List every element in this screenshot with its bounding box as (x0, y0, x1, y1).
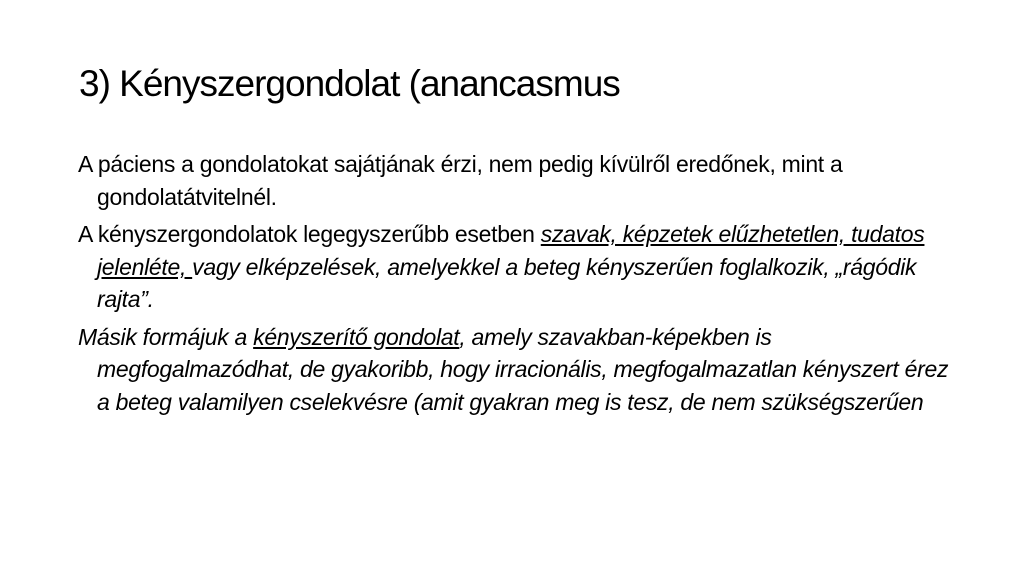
slide-title: 3) Kényszergondolat (anancasmus (79, 63, 620, 104)
slide-body (78, 148, 958, 423)
paragraph-2-rest: vagy elképzelések, amelyekkel a beteg kényszerűen foglalkozik, „rágódik rajta”. (97, 253, 917, 312)
paragraph-3-intro: Másik formájuk a (78, 323, 254, 350)
paragraph-2-underlined-phrase: szavak, képzetek elűzhetetlen, tudatos jelenléte, (97, 221, 925, 280)
paragraph-1: A páciens a gondolatokat sajátjának érzi, nem pedig kívülről eredőnek, mint a gondolatátvitelnél. (78, 151, 843, 210)
paragraph-3-underlined-phrase: kényszerítő gondolat (253, 323, 460, 350)
paragraph-3-rest: , amely szavakban-képekben is megfogalmazódhat, de gyakoribb, hogy irracionális, megfogalmazatlan kényszert érez a beteg valamilyen cselekvésre (amit gyakran meg is tesz, de nem szükségszerűen (97, 323, 949, 415)
paragraph-3 (78, 321, 958, 419)
paragraph-2 (78, 218, 958, 316)
paragraph-2-intro: A kényszergondolatok legegyszerűbb esetben (78, 221, 541, 247)
